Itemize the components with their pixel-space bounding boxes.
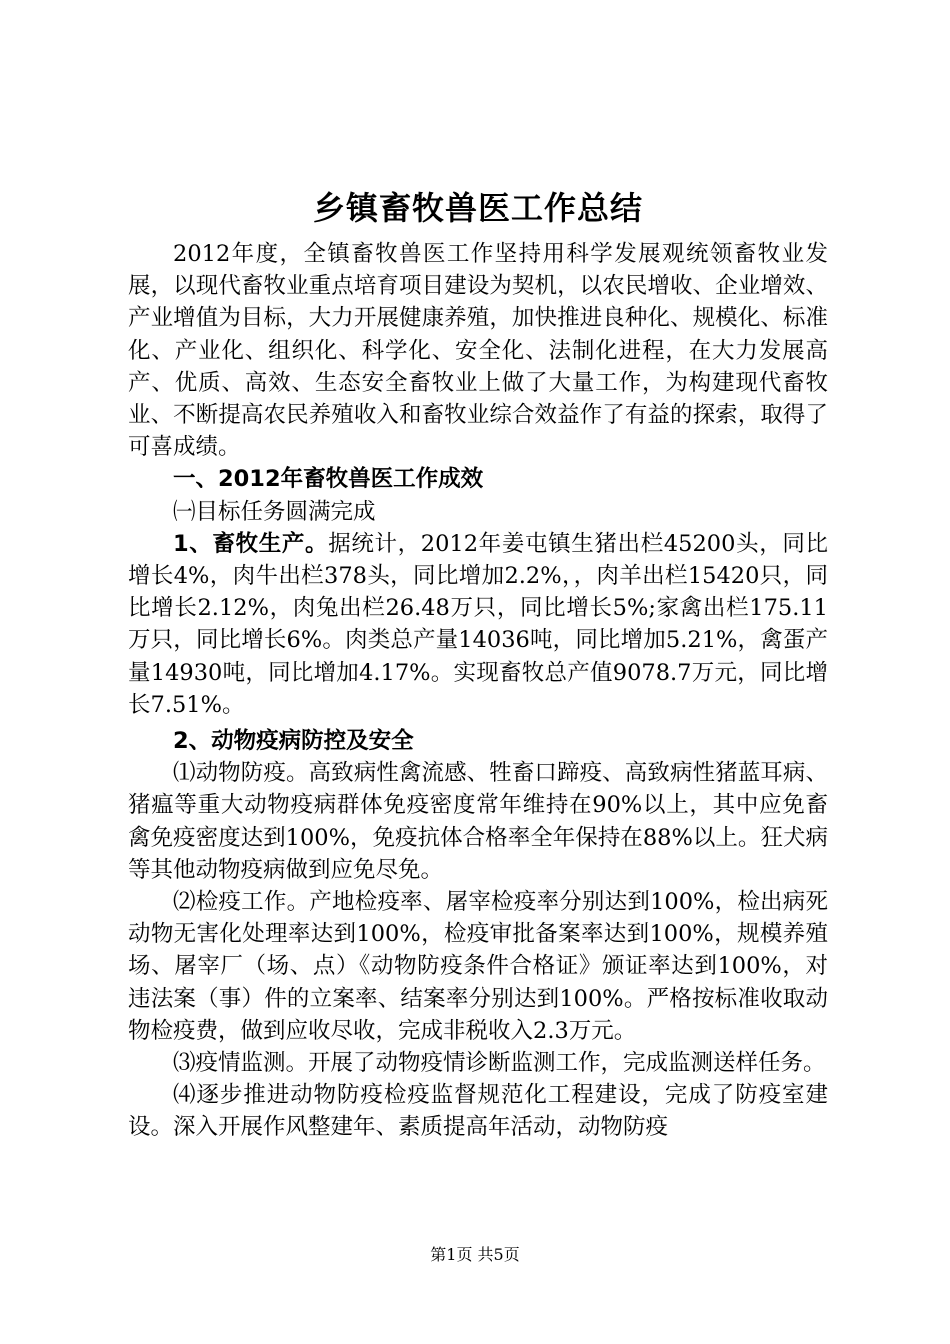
item-1-lead: 1、畜牧生产。 — [173, 530, 329, 557]
document-page — [128, 180, 828, 1144]
page-footer — [0, 1243, 950, 1267]
subsection-heading-1: ㈠目标任务圆满完成 — [173, 498, 376, 525]
intro-paragraph: 2012年度，全镇畜牧兽医工作坚持用科学发展观统领畜牧业发展，以现代畜牧业重点培育项目建设为契机，以农民增收、企业增效、产业增值为目标，大力开展健康养殖，加快推进良种化、规模化、标准化、产业化、组织化、科学化、安全化、法制化进程，在大力发展高产、优质、高效、生态安全畜牧业上做了大量工作，为构建现代畜牧业、不断提高农民养殖收入和畜牧业综合效益作了有益的探索，取得了可喜成绩。 — [128, 241, 828, 461]
item-2-4-paragraph: ⑷逐步推进动物防疫检疫监督规范化工程建设，完成了防疫室建设。深入开展作风整建年、素质提高年活动，动物防疫 — [128, 1082, 828, 1141]
document-title: 乡镇畜牧兽医工作总结 — [312, 189, 643, 227]
item-2-1-paragraph: ⑴动物防疫。高致病性禽流感、牲畜口蹄疫、高致病性猪蓝耳病、猪瘟等重大动物疫病群体免疫密度常年维持在90%以上，其中应免畜禽免疫密度达到100%，免疫抗体合格率全年保持在88%以上。狂犬病等其他动物疫病做到应免尽免。 — [128, 760, 828, 883]
item-2-3-paragraph: ⑶疫情监测。开展了动物疫情诊断监测工作，完成监测送样任务。 — [173, 1050, 826, 1077]
section-heading-1: 一、2012年畜牧兽医工作成效 — [173, 466, 484, 493]
item-1-paragraph — [128, 528, 828, 721]
page-number-label: 第1页 共5页 — [430, 1245, 520, 1264]
item-1-body: 据统计，2012年姜屯镇生猪出栏45200头，同比增长4%，肉牛出栏378头，同比增加2.2%，，肉羊出栏15420只，同比增长2.12%，肉兔出栏26.48万只，同比增长5%;家禽出栏175.11万只，同比增长6%。肉类总产量14036吨，同比增加5.21%，禽蛋产量14930吨，同比增加4.17%。实现畜牧总产值9078.7万元，同比增长7.51%。 — [128, 530, 829, 718]
item-2-heading: 2、动物疫病防控及安全 — [173, 728, 414, 755]
item-2-2-paragraph: ⑵检疫工作。产地检疫率、屠宰检疫率分别达到100%，检出病死动物无害化处理率达到100%，检疫审批备案率达到100%，规模养殖场、屠宰厂（场、点）《动物防疫条件合格证》颁证率达到100%，对违法案（事）件的立案率、结案率分别达到100%。严格按标准收取动物检疫费，做到应收尽收，完成非税收入2.3万元。 — [128, 889, 828, 1044]
